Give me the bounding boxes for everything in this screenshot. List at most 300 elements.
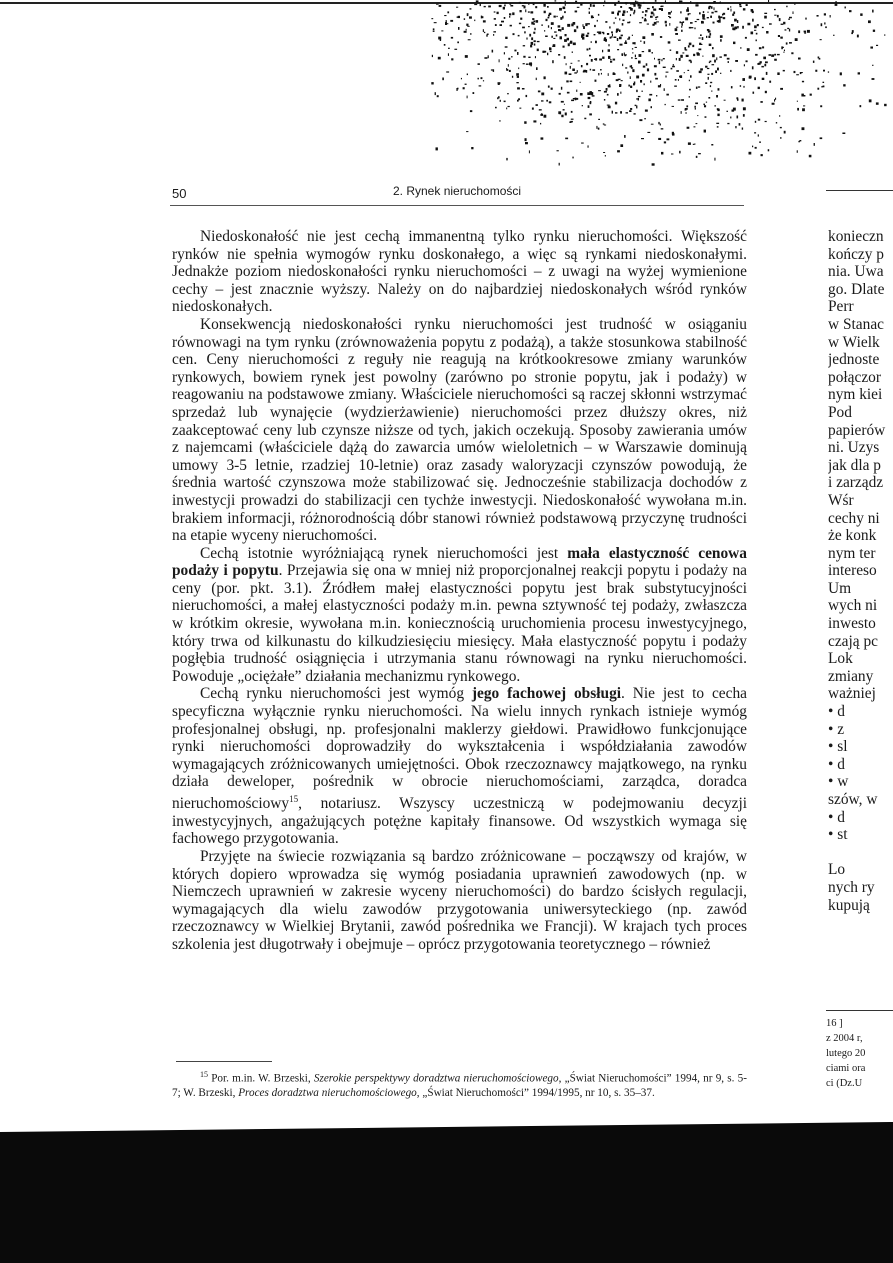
scan-speckle bbox=[784, 50, 785, 52]
scan-speckle bbox=[519, 108, 521, 109]
right-page-line: intereso bbox=[828, 562, 877, 580]
scan-speckle bbox=[699, 71, 702, 73]
right-page-line: kończy p bbox=[828, 245, 884, 263]
scan-speckle bbox=[794, 71, 796, 73]
scan-speckle bbox=[823, 82, 825, 83]
scan-speckle bbox=[876, 102, 879, 104]
scan-speckle bbox=[487, 34, 489, 36]
scan-speckle bbox=[707, 68, 709, 69]
scan-speckle bbox=[739, 123, 741, 126]
scan-speckle bbox=[612, 34, 613, 37]
scan-speckle bbox=[668, 12, 671, 15]
scan-speckle bbox=[467, 13, 469, 16]
scan-speckle bbox=[587, 49, 589, 51]
scan-speckle bbox=[672, 66, 675, 68]
scan-speckle bbox=[778, 35, 780, 37]
scan-speckle bbox=[640, 80, 642, 83]
scan-speckle bbox=[448, 53, 449, 56]
scan-speckle bbox=[706, 36, 707, 38]
scan-speckle bbox=[551, 36, 553, 38]
scan-speckle bbox=[714, 158, 715, 161]
scan-speckle bbox=[541, 100, 544, 101]
scan-speckle bbox=[730, 117, 731, 119]
scan-speckle bbox=[659, 8, 662, 10]
right-page-line: Pod bbox=[828, 403, 852, 421]
scan-speckle bbox=[505, 37, 507, 39]
scan-speckle bbox=[566, 63, 567, 65]
scan-speckle bbox=[665, 76, 666, 78]
scan-speckle bbox=[505, 2, 507, 4]
scan-speckle bbox=[799, 140, 801, 141]
scan-speckle bbox=[631, 67, 633, 69]
scan-speckle bbox=[820, 105, 822, 107]
scan-speckle bbox=[627, 38, 630, 39]
scan-speckle bbox=[623, 10, 626, 13]
scan-speckle bbox=[742, 128, 743, 130]
scan-speckle bbox=[504, 5, 506, 7]
scan-speckle bbox=[555, 0, 557, 1]
scan-speckle bbox=[705, 82, 707, 84]
scan-speckle bbox=[735, 126, 736, 128]
scan-speckle bbox=[440, 39, 441, 41]
scan-speckle bbox=[608, 44, 609, 46]
scan-speckle bbox=[821, 23, 823, 26]
paragraph-4-text-after: , notariusz. Wszyscy uczestniczą w podejmowaniu decyzji inwestycyjnych, angażujących potężne kapitały finansowe. Od wszystkich wymaga się fachowego przygotowania. bbox=[172, 795, 747, 848]
scan-speckle bbox=[843, 84, 845, 86]
scan-speckle bbox=[780, 88, 783, 90]
scan-speckle bbox=[528, 57, 530, 58]
scan-speckle bbox=[608, 56, 610, 59]
scan-speckle bbox=[764, 13, 767, 14]
scan-speckle bbox=[688, 142, 691, 145]
scan-speckle bbox=[679, 1, 682, 3]
scan-speckle bbox=[835, 4, 838, 6]
scan-speckle bbox=[698, 86, 700, 87]
scan-speckle bbox=[506, 108, 507, 110]
scan-speckle bbox=[755, 147, 757, 149]
scan-speckle bbox=[780, 37, 783, 39]
scan-speckle bbox=[630, 110, 631, 112]
scan-speckle bbox=[695, 108, 696, 110]
scan-speckle bbox=[479, 85, 482, 86]
scan-speckle bbox=[550, 51, 552, 52]
scan-speckle bbox=[536, 104, 538, 106]
scan-speckle bbox=[717, 114, 719, 117]
scan-speckle bbox=[742, 78, 745, 81]
scan-speckle bbox=[699, 38, 701, 39]
paragraph-3-bold: mała elastyczność cenowa podaży i popytu bbox=[172, 544, 747, 580]
scan-speckle bbox=[478, 63, 480, 65]
scan-speckle bbox=[732, 110, 735, 112]
scan-speckle bbox=[522, 88, 525, 90]
scan-speckle bbox=[659, 61, 660, 64]
scan-speckle bbox=[514, 50, 516, 52]
scan-speckle bbox=[530, 45, 532, 48]
scan-speckle bbox=[642, 36, 645, 39]
scan-speckle bbox=[565, 3, 566, 6]
scan-speckle bbox=[467, 74, 468, 76]
scan-speckle bbox=[470, 33, 471, 35]
scan-speckle bbox=[727, 8, 729, 10]
scan-speckle bbox=[625, 2, 628, 4]
scan-speckle bbox=[565, 34, 567, 36]
scan-speckle bbox=[823, 70, 825, 72]
paragraph-3-text-before: Cechą istotnie wyróżniającą rynek nieruchomości jest bbox=[200, 544, 568, 562]
scan-speckle bbox=[730, 6, 731, 7]
paragraph-4 bbox=[172, 685, 747, 847]
scan-speckle bbox=[774, 9, 776, 10]
scan-speckle bbox=[434, 22, 437, 23]
scan-speckle bbox=[480, 3, 481, 6]
scan-speckle bbox=[661, 128, 664, 129]
right-page-fragment bbox=[828, 228, 893, 1008]
scan-speckle bbox=[653, 9, 656, 11]
scan-speckle bbox=[614, 37, 617, 39]
scan-speckle bbox=[608, 49, 610, 52]
scan-speckle bbox=[595, 80, 597, 82]
scan-speckle bbox=[601, 73, 602, 75]
scan-speckle bbox=[716, 95, 718, 98]
scan-speckle bbox=[618, 11, 621, 13]
scan-speckle bbox=[526, 64, 529, 65]
scan-speckle bbox=[647, 8, 650, 9]
scan-speckle bbox=[884, 35, 885, 36]
scan-speckle bbox=[798, 58, 801, 60]
scan-speckle bbox=[692, 45, 694, 47]
scan-speckle bbox=[547, 6, 549, 8]
scan-speckle bbox=[872, 65, 873, 66]
scan-speckle bbox=[713, 22, 715, 24]
right-page-line: konieczn bbox=[828, 228, 884, 245]
scan-speckle bbox=[533, 120, 536, 122]
scan-speckle bbox=[559, 8, 562, 11]
scan-speckle bbox=[463, 87, 465, 89]
scan-speckle bbox=[580, 93, 583, 96]
right-page-footnote-line: ci (Dz.U bbox=[826, 1078, 863, 1089]
scan-speckle bbox=[718, 88, 720, 90]
scan-speckle bbox=[732, 28, 735, 31]
scan-speckle bbox=[752, 11, 754, 13]
scan-speckle bbox=[611, 36, 613, 37]
scan-speckle bbox=[852, 30, 854, 33]
scan-speckle bbox=[642, 11, 644, 13]
scan-speckle bbox=[798, 30, 800, 33]
paragraph-1: Niedoskonałość nie jest cechą immanentną tylko rynku nieruchomości. Większość rynków nie spełnia wymogów rynku doskonałego, a więc są rynkami niedoskonałymi. Jednakże poziom niedoskonałości rynku nieruchomości – z uwagi na wyżej wymienione cechy – jest znacznie wyższy. Należy on do najbardziej niedoskonałych wśród rynków niedoskonałych. bbox=[172, 228, 747, 316]
scan-speckle bbox=[484, 57, 487, 59]
scan-speckle bbox=[509, 16, 510, 18]
scan-speckle bbox=[444, 44, 446, 46]
scan-speckle bbox=[466, 24, 468, 26]
scan-speckle bbox=[519, 2, 521, 3]
scan-speckle bbox=[580, 3, 582, 6]
scan-speckle bbox=[720, 35, 723, 38]
scan-speckle bbox=[636, 90, 638, 92]
scan-speckle bbox=[564, 39, 567, 42]
scan-speckle bbox=[658, 85, 661, 87]
scan-speckle bbox=[458, 27, 460, 30]
right-page-line: • d bbox=[828, 808, 845, 826]
scan-speckle bbox=[617, 150, 620, 152]
scan-speckle bbox=[686, 105, 688, 107]
scan-speckle bbox=[535, 6, 537, 8]
scan-speckle bbox=[795, 38, 798, 41]
footnote-ref-15: 15 bbox=[289, 794, 299, 804]
scan-speckle bbox=[824, 22, 825, 24]
scan-speckle bbox=[615, 17, 617, 18]
scan-speckle bbox=[483, 80, 484, 81]
scan-speckle bbox=[474, 4, 477, 5]
scan-speckle bbox=[504, 17, 506, 19]
scan-speckle bbox=[559, 2, 561, 4]
scan-speckle bbox=[687, 8, 689, 11]
scan-speckle bbox=[544, 30, 545, 32]
scan-speckle bbox=[534, 44, 536, 46]
right-page-line: • w bbox=[828, 773, 849, 791]
scan-speckle bbox=[774, 15, 776, 16]
scan-speckle bbox=[516, 73, 519, 76]
footnote-title-1: Szerokie perspektywy doradztwa nieruchomościowego bbox=[313, 1072, 559, 1085]
scan-speckle bbox=[619, 84, 621, 86]
scan-speckle bbox=[598, 14, 599, 16]
scan-speckle bbox=[589, 113, 592, 115]
scan-speckle bbox=[433, 31, 435, 32]
scan-speckle bbox=[737, 20, 738, 23]
scan-speckle bbox=[588, 145, 589, 147]
scan-speckle bbox=[817, 15, 819, 17]
scan-speckle bbox=[481, 16, 482, 19]
scan-speckle bbox=[508, 64, 509, 67]
scan-speckle bbox=[707, 74, 709, 75]
scan-speckle bbox=[653, 14, 654, 17]
scan-speckle bbox=[660, 124, 661, 126]
scan-speckle bbox=[681, 26, 682, 28]
scan-speckle bbox=[668, 16, 670, 17]
scan-speckle bbox=[835, 1, 836, 4]
scan-speckle bbox=[617, 93, 619, 96]
scan-speckle bbox=[695, 4, 698, 6]
scan-speckle bbox=[624, 135, 626, 138]
right-page-line: i zarządz bbox=[828, 474, 884, 492]
scan-speckle bbox=[649, 94, 652, 96]
scan-speckle bbox=[580, 82, 581, 83]
scan-speckle bbox=[645, 18, 647, 21]
scan-speckle bbox=[635, 55, 636, 58]
scan-speckle bbox=[591, 59, 593, 62]
scan-speckle bbox=[635, 105, 637, 106]
scan-speckle bbox=[744, 64, 745, 66]
scan-speckle bbox=[762, 27, 764, 28]
scan-speckle bbox=[570, 66, 571, 69]
scan-speckle bbox=[703, 104, 705, 106]
scan-speckle bbox=[615, 112, 617, 113]
scan-speckle bbox=[519, 23, 521, 25]
scan-speckle bbox=[720, 2, 721, 4]
scan-speckle bbox=[758, 119, 760, 121]
scan-speckle bbox=[436, 4, 439, 5]
scan-speckle bbox=[613, 59, 616, 61]
scan-speckle bbox=[665, 24, 667, 26]
scan-speckle bbox=[707, 17, 709, 18]
scan-speckle bbox=[589, 8, 590, 10]
scan-speckle bbox=[598, 73, 599, 75]
scan-speckle bbox=[554, 16, 556, 18]
scan-speckle bbox=[584, 118, 586, 120]
scan-speckle bbox=[484, 6, 486, 7]
scan-speckle bbox=[788, 19, 790, 20]
scan-speckle bbox=[540, 114, 543, 116]
scan-speckle bbox=[451, 37, 453, 39]
scan-speckle bbox=[810, 94, 812, 96]
scan-speckle bbox=[633, 12, 634, 14]
scan-speckle bbox=[634, 3, 636, 6]
scan-speckle bbox=[565, 138, 568, 140]
scan-speckle bbox=[552, 60, 554, 63]
right-page-line: jak dla p bbox=[828, 456, 881, 474]
scan-speckle bbox=[503, 7, 505, 10]
scan-speckle bbox=[559, 163, 560, 166]
scan-speckle bbox=[761, 154, 763, 156]
scan-speckle bbox=[528, 26, 530, 27]
footnote-text-2: , „Świat Nieruchomości” 1994, nr 9, s. 5-7; W. Brzeski, bbox=[172, 1072, 747, 1100]
scan-speckle bbox=[697, 53, 700, 56]
scan-speckle bbox=[717, 68, 719, 71]
scan-speckle bbox=[620, 6, 622, 8]
scan-speckle bbox=[537, 41, 540, 42]
scan-speckle bbox=[465, 55, 468, 58]
scan-speckle bbox=[747, 48, 750, 51]
scan-speckle bbox=[525, 138, 527, 141]
scan-speckle bbox=[630, 108, 632, 110]
scan-speckle bbox=[551, 88, 553, 90]
scan-speckle bbox=[776, 122, 777, 123]
scan-speckle bbox=[574, 29, 576, 32]
scan-speckle bbox=[676, 27, 678, 28]
scan-speckle bbox=[436, 147, 438, 150]
scan-speckle bbox=[563, 7, 566, 10]
scan-speckle bbox=[751, 32, 754, 35]
scan-speckle bbox=[587, 33, 589, 35]
scan-speckle bbox=[661, 59, 662, 61]
scan-speckle bbox=[565, 1, 567, 2]
scan-speckle bbox=[702, 14, 705, 17]
scan-speckle bbox=[571, 100, 574, 102]
scan-speckle bbox=[638, 96, 641, 97]
scan-speckle bbox=[765, 121, 767, 122]
scan-speckle bbox=[805, 18, 806, 20]
scan-speckle bbox=[672, 132, 674, 135]
right-page-line: czają pc bbox=[828, 632, 878, 650]
scan-speckle bbox=[456, 7, 458, 8]
scan-speckle bbox=[708, 77, 709, 80]
scan-speckle bbox=[690, 22, 693, 24]
scan-speckle bbox=[694, 143, 695, 144]
scan-speckle bbox=[551, 22, 554, 25]
right-page-line: • d bbox=[828, 755, 845, 773]
scan-speckle bbox=[680, 21, 682, 23]
scan-speckle bbox=[548, 86, 550, 88]
scan-speckle bbox=[690, 75, 692, 77]
right-page-gap bbox=[828, 844, 893, 862]
paragraph-5: Przyjęte na świecie rozwiązania są bardzo zróżnicowane – począwszy od krajów, w których dopiero wprowadza się wymóg posiadania uprawnień zawodowych (np. w Niemczech uprawnień w zakresie wyceny nieruchomości) do bardzo ścisłych regulacji, wymagających dla wielu zawodów przygotowania uniwersyteckiego (np. zawód rzeczoznawcy w Wielkiej Brytanii, zawód pośrednika we Francji). W krajach tych proces szkolenia jest długotrwały i obejmuje – oprócz przygotowania teoretycznego – również bbox=[172, 847, 747, 953]
scan-speckle bbox=[546, 19, 548, 21]
scan-speckle bbox=[457, 17, 459, 18]
scan-speckle bbox=[652, 163, 655, 165]
scan-speckle bbox=[791, 52, 793, 54]
scan-speckle bbox=[760, 101, 762, 103]
scan-speckle bbox=[793, 11, 794, 14]
scan-speckle bbox=[752, 146, 753, 148]
scan-speckle bbox=[758, 134, 759, 136]
scan-speckle bbox=[746, 4, 748, 6]
scan-speckle bbox=[647, 132, 650, 133]
scan-speckle bbox=[783, 70, 785, 72]
scan-speckle bbox=[470, 8, 472, 9]
scan-speckle bbox=[591, 41, 593, 42]
scan-speckle bbox=[464, 18, 465, 20]
footnote-rule bbox=[176, 1061, 272, 1062]
scan-speckle bbox=[558, 54, 560, 56]
scan-speckle bbox=[702, 17, 704, 20]
scan-speckle bbox=[523, 63, 525, 64]
scan-speckle bbox=[740, 6, 742, 7]
scan-speckle bbox=[642, 74, 645, 77]
scan-speckle bbox=[642, 17, 644, 19]
scan-speckle bbox=[582, 37, 584, 40]
scan-speckle bbox=[643, 2, 644, 4]
scan-speckle bbox=[431, 18, 433, 19]
scan-speckle bbox=[541, 24, 542, 26]
scan-speckle bbox=[786, 42, 788, 44]
scan-speckle bbox=[680, 11, 681, 13]
scan-speckle bbox=[525, 9, 526, 12]
right-page-header-rule bbox=[826, 190, 893, 191]
scan-speckle bbox=[840, 72, 842, 75]
scan-speckle bbox=[628, 37, 630, 39]
scan-speckle bbox=[589, 91, 592, 94]
scan-speckle bbox=[694, 28, 695, 30]
scan-speckle bbox=[749, 77, 752, 79]
scan-speckle bbox=[569, 121, 571, 123]
scan-speckle bbox=[733, 12, 735, 14]
scan-speckle bbox=[635, 1, 637, 3]
scan-speckle bbox=[525, 142, 528, 144]
scan-speckle bbox=[597, 20, 598, 22]
scan-speckle bbox=[654, 73, 656, 76]
scan-speckle bbox=[763, 57, 766, 60]
scan-speckle bbox=[589, 48, 591, 50]
scan-speckle bbox=[671, 11, 672, 13]
scan-speckle bbox=[675, 28, 678, 31]
scan-speckle bbox=[672, 106, 674, 107]
scan-speckle bbox=[639, 54, 642, 57]
scan-speckle bbox=[759, 142, 761, 143]
scan-speckle bbox=[723, 17, 726, 19]
scan-speckle bbox=[716, 123, 719, 124]
scan-speckle bbox=[513, 33, 515, 35]
scan-speckle bbox=[492, 50, 494, 53]
scan-speckle bbox=[651, 33, 654, 36]
scan-speckle bbox=[842, 133, 845, 135]
scan-speckle bbox=[696, 3, 698, 4]
scan-speckle bbox=[654, 58, 655, 60]
scan-speckle bbox=[510, 5, 513, 7]
scan-speckle bbox=[737, 99, 739, 101]
scan-speckle bbox=[524, 2, 527, 3]
scan-speckle bbox=[590, 69, 591, 71]
scan-noise-top bbox=[330, 0, 893, 170]
scan-speckle bbox=[685, 112, 686, 113]
right-page-footnote-rule bbox=[826, 1010, 893, 1011]
